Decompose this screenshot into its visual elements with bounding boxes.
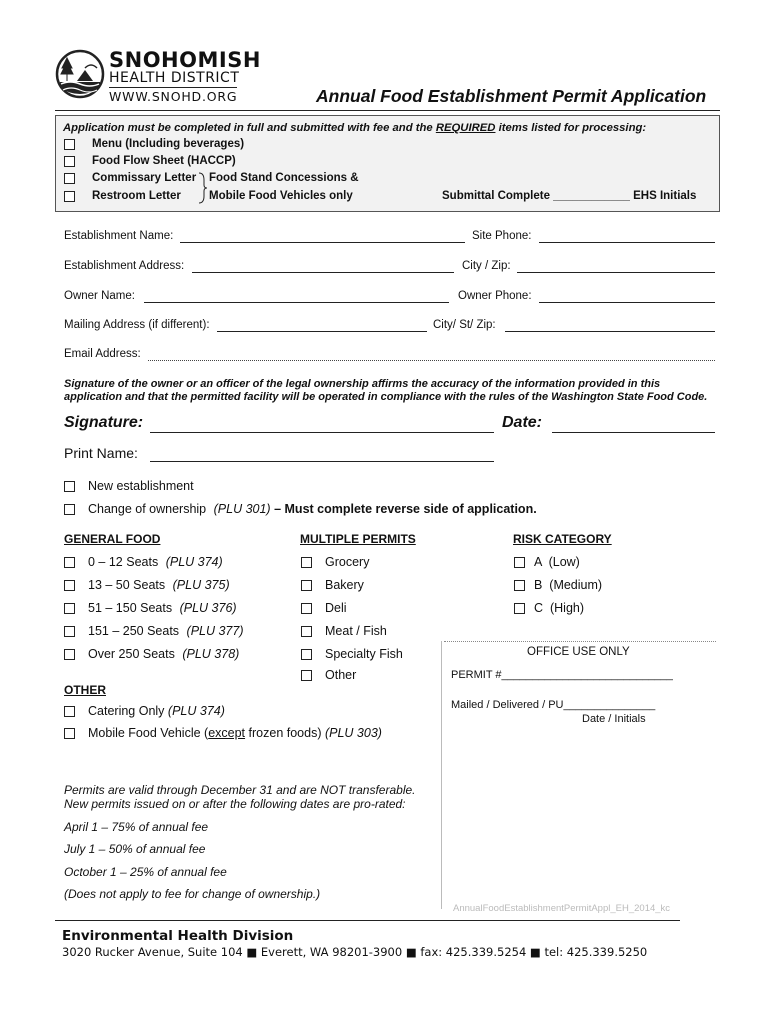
org-sub: HEALTH DISTRICT <box>109 70 240 86</box>
other-heading: OTHER <box>64 683 106 697</box>
bracket-icon <box>198 172 208 204</box>
risk-medium-checkbox[interactable] <box>514 580 525 591</box>
establishment-name-label: Establishment Name: <box>64 230 174 242</box>
site-phone-label: Site Phone: <box>472 230 532 242</box>
page-title: Annual Food Establishment Permit Application <box>316 86 707 106</box>
catering-only-checkbox[interactable] <box>64 706 75 717</box>
general-food-13-50-checkbox[interactable] <box>64 580 75 591</box>
email-label: Email Address: <box>64 348 141 360</box>
print-name-label: Print Name: <box>64 445 138 461</box>
office-permit-number: PERMIT #____________________________ <box>451 669 673 681</box>
date-label: Date: <box>502 414 543 431</box>
notes-july: July 1 – 50% of annual fee <box>64 842 206 856</box>
notes-line-1: Permits are valid through December 31 and are NOT transferable. <box>64 783 416 797</box>
print-name-field[interactable] <box>150 461 494 462</box>
owner-name-field[interactable] <box>144 302 449 303</box>
office-use-divider <box>444 641 716 642</box>
owner-name-label: Owner Name: <box>64 290 135 302</box>
risk-category-heading: RISK CATEGORY <box>513 532 612 546</box>
bracket-line-2: Mobile Food Vehicles only <box>209 190 353 202</box>
office-mailed-delivered: Mailed / Delivered / PU_______________ <box>451 699 656 711</box>
establishment-address-label: Establishment Address: <box>64 260 185 272</box>
affirmation-text-2: application and that the permitted facility will be operated in compliance with the rules of the Washington State Food Code. <box>64 391 708 403</box>
affirmation-text-1: Signature of the owner or an officer of the legal ownership affirms the accuracy of the information provided in this <box>64 378 661 390</box>
multiple-permits-heading: MULTIPLE PERMITS <box>300 532 416 546</box>
general-food-over-250-checkbox[interactable] <box>64 649 75 660</box>
city-zip-label: City / Zip: <box>462 260 511 272</box>
establishment-address-field[interactable] <box>192 272 454 273</box>
general-food-heading: GENERAL FOOD <box>64 532 161 546</box>
signature-label: Signature: <box>64 414 144 431</box>
office-date-initials: Date / Initials <box>582 713 646 725</box>
notes-exception: (Does not apply to fee for change of ownership.) <box>64 887 321 901</box>
permit-deli-checkbox[interactable] <box>301 603 312 614</box>
req-food-flow-checkbox[interactable] <box>64 156 75 167</box>
city-zip-field[interactable] <box>517 272 715 273</box>
mobile-food-vehicle-checkbox[interactable] <box>64 728 75 739</box>
req-commissary-checkbox[interactable] <box>64 173 75 184</box>
risk-low-checkbox[interactable] <box>514 557 525 568</box>
mailing-address-field[interactable] <box>217 331 427 332</box>
bracket-line-1: Food Stand Concessions & <box>209 172 359 184</box>
logo <box>55 44 261 106</box>
owner-phone-field[interactable] <box>539 302 715 303</box>
snohomish-logo-icon <box>55 44 105 104</box>
submittal-complete: Submittal Complete ____________ EHS Initials <box>442 190 697 202</box>
footer-address: 3020 Rucker Avenue, Suite 104 ■ Everett, WA 98201-3900 ■ fax: 425.339.5254 ■ tel: 425.339.5250 <box>62 945 648 959</box>
owner-phone-label: Owner Phone: <box>458 290 532 302</box>
permit-bakery-checkbox[interactable] <box>301 580 312 591</box>
city-st-zip-label: City/ St/ Zip: <box>433 319 496 331</box>
establishment-name-field[interactable] <box>180 242 465 243</box>
email-field[interactable] <box>148 360 715 361</box>
permit-other-checkbox[interactable] <box>301 670 312 681</box>
risk-high-checkbox[interactable] <box>514 603 525 614</box>
permit-specialty-fish-checkbox[interactable] <box>301 649 312 660</box>
office-use-border <box>441 641 442 909</box>
signature-field[interactable] <box>150 432 494 433</box>
permit-grocery-checkbox[interactable] <box>301 557 312 568</box>
org-url: WWW.SNOHD.ORG <box>109 89 238 104</box>
city-st-zip-field[interactable] <box>505 331 715 332</box>
mailing-address-label: Mailing Address (if different): <box>64 319 210 331</box>
notes-october: October 1 – 25% of annual fee <box>64 865 227 879</box>
change-of-ownership-checkbox[interactable] <box>64 504 75 515</box>
general-food-0-12-checkbox[interactable] <box>64 557 75 568</box>
footer-divider <box>55 920 680 921</box>
general-food-151-250-checkbox[interactable] <box>64 626 75 637</box>
new-establishment-checkbox[interactable] <box>64 481 75 492</box>
requirements-intro: Application must be completed in full and submitted with fee and the REQUIRED items listed for processing: <box>63 122 647 134</box>
req-restroom-checkbox[interactable] <box>64 191 75 202</box>
general-food-51-150-checkbox[interactable] <box>64 603 75 614</box>
footer-division: Environmental Health Division <box>62 928 294 944</box>
file-code: AnnualFoodEstablishmentPermitAppl_EH_2014_kc <box>453 903 671 914</box>
req-menu-checkbox[interactable] <box>64 139 75 150</box>
permit-meat-fish-checkbox[interactable] <box>301 626 312 637</box>
notes-april: April 1 – 75% of annual fee <box>64 820 209 834</box>
site-phone-field[interactable] <box>539 242 715 243</box>
date-field[interactable] <box>552 432 715 433</box>
org-name: SNOHOMISH <box>109 48 261 72</box>
notes-line-2: New permits issued on or after the following dates are pro-rated: <box>64 797 406 811</box>
office-use-heading: OFFICE USE ONLY <box>527 646 630 658</box>
